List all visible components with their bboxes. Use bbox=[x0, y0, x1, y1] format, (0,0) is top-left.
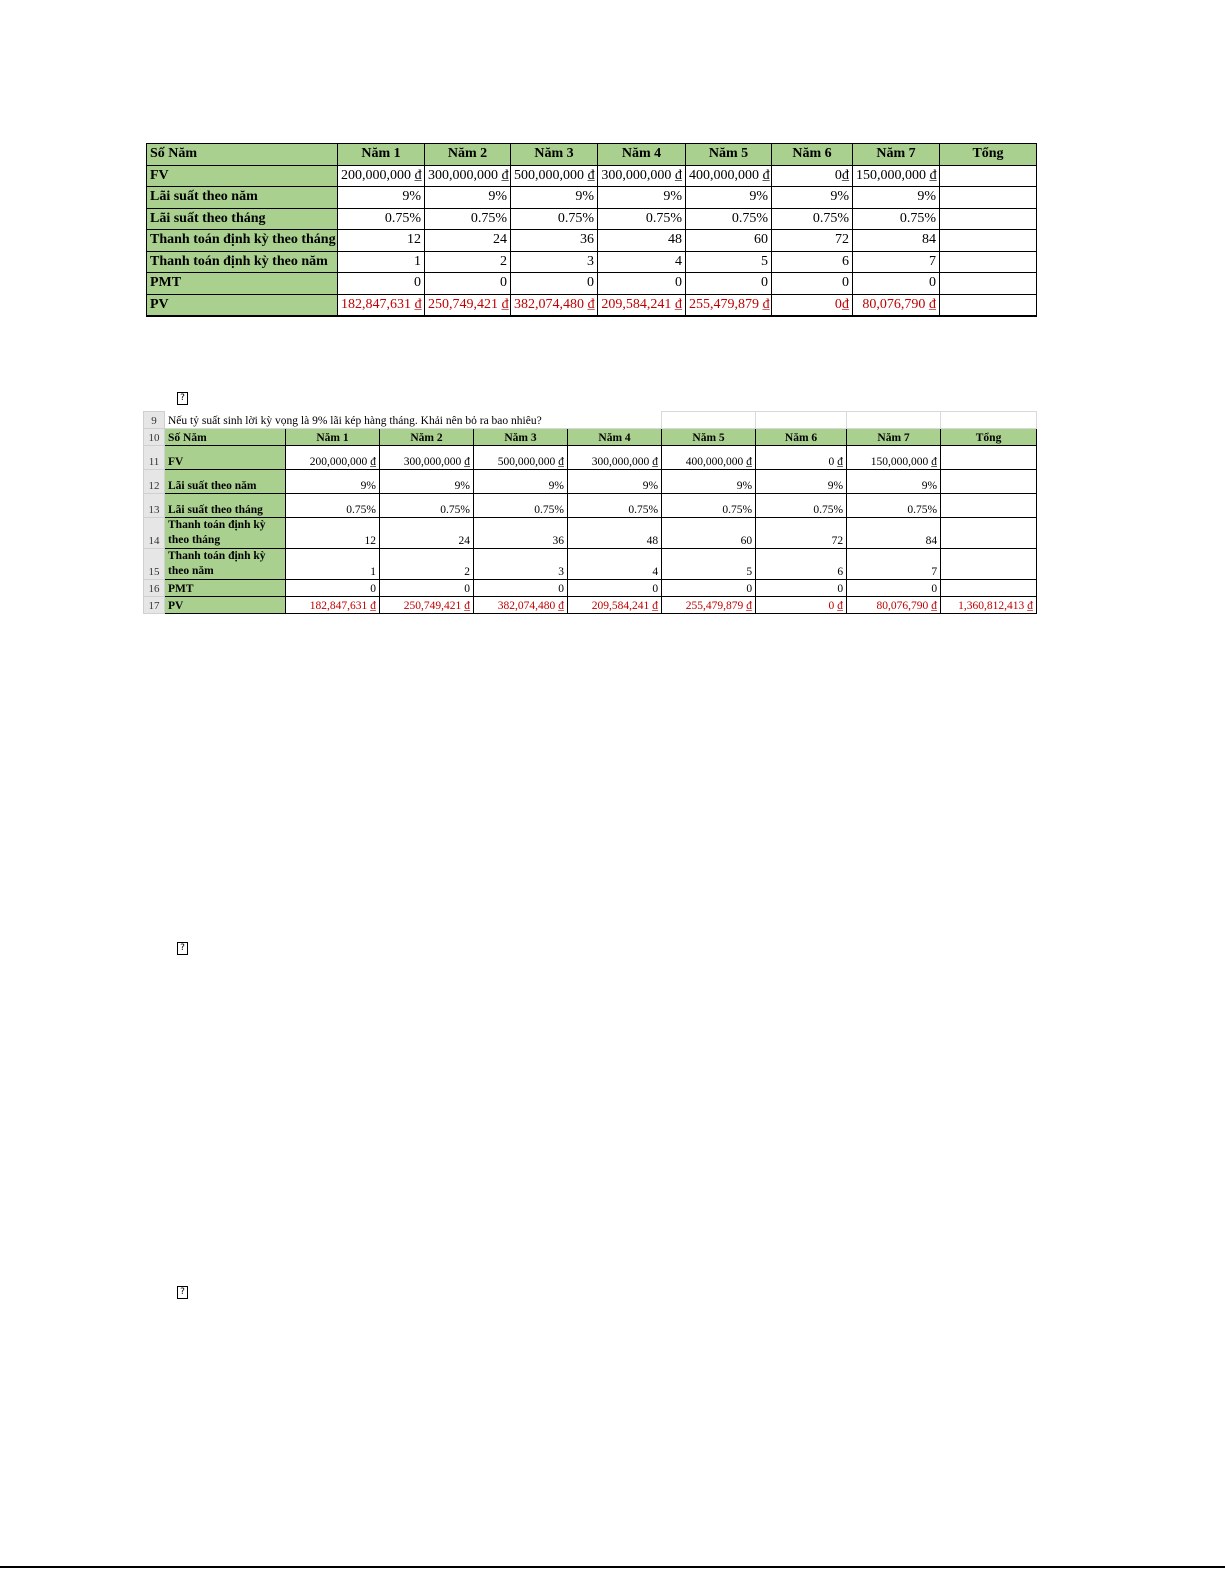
table-cell: 0 bbox=[511, 273, 598, 295]
table-cell bbox=[941, 549, 1037, 580]
table-cell: 48 bbox=[598, 230, 686, 252]
table-cell: 300,000,000 ₫ bbox=[425, 165, 511, 187]
table-cell: 36 bbox=[511, 230, 598, 252]
table-cell bbox=[941, 470, 1037, 494]
row-number: 14 bbox=[144, 518, 165, 549]
empty-cell bbox=[847, 412, 941, 429]
row-label: PMT bbox=[147, 273, 338, 295]
table-cell: 182,847,631 ₫ bbox=[338, 294, 425, 316]
missing-image-icon: ? bbox=[177, 1286, 188, 1299]
table-cell: 0 bbox=[474, 580, 568, 597]
table-cell: 382,074,480 ₫ bbox=[511, 294, 598, 316]
table-cell: 0 bbox=[286, 580, 380, 597]
table-cell: 5 bbox=[662, 549, 756, 580]
row-label: Thanh toán định kỳ theo năm bbox=[147, 251, 338, 273]
header-cell: Năm 4 bbox=[598, 144, 686, 166]
table-cell: 3 bbox=[511, 251, 598, 273]
header-cell: Tổng bbox=[941, 429, 1037, 446]
row-label: Lãi suất theo tháng bbox=[165, 494, 286, 518]
table-cell: 80,076,790 ₫ bbox=[847, 597, 941, 614]
table-cell: 0 bbox=[756, 580, 847, 597]
row-label: Lãi suất theo năm bbox=[147, 187, 338, 209]
header-cell: Năm 7 bbox=[853, 144, 940, 166]
table-cell: 0 bbox=[425, 273, 511, 295]
question-text: Nếu tỷ suất sinh lời kỳ vọng là 9% lãi kép hàng tháng. Khải nên bỏ ra bao nhiêu? bbox=[165, 412, 662, 429]
table-cell: 0 bbox=[598, 273, 686, 295]
table-cell: 209,584,241 ₫ bbox=[568, 597, 662, 614]
row-number: 9 bbox=[144, 412, 165, 429]
header-cell: Năm 1 bbox=[338, 144, 425, 166]
table-cell: 0.75% bbox=[756, 494, 847, 518]
table-cell: 0 bbox=[847, 580, 941, 597]
table-cell: 36 bbox=[474, 518, 568, 549]
table-cell: 0 bbox=[380, 580, 474, 597]
table-cell: 5 bbox=[686, 251, 772, 273]
header-cell: Tổng bbox=[940, 144, 1037, 166]
table-cell: 9% bbox=[756, 470, 847, 494]
table-cell: 9% bbox=[772, 187, 853, 209]
row-label: Lãi suất theo tháng bbox=[147, 208, 338, 230]
table-row bbox=[144, 446, 1037, 470]
table-cell: 255,479,879 ₫ bbox=[686, 294, 772, 316]
table-cell: 2 bbox=[380, 549, 474, 580]
table-cell: 0.75% bbox=[474, 494, 568, 518]
table-cell: 9% bbox=[847, 470, 941, 494]
header-cell: Năm 3 bbox=[474, 429, 568, 446]
table-row bbox=[147, 208, 1037, 230]
table-row bbox=[147, 230, 1037, 252]
table-cell: 6 bbox=[772, 251, 853, 273]
table-cell: 0.75% bbox=[286, 494, 380, 518]
table-cell: 0 ₫ bbox=[756, 597, 847, 614]
table-cell: 60 bbox=[662, 518, 756, 549]
table-cell bbox=[941, 580, 1037, 597]
table-cell: 12 bbox=[286, 518, 380, 549]
table-header-row bbox=[147, 144, 1037, 166]
header-cell: Năm 2 bbox=[425, 144, 511, 166]
table-cell: 255,479,879 ₫ bbox=[662, 597, 756, 614]
row-number: 17 bbox=[144, 597, 165, 614]
table-row bbox=[144, 518, 1037, 549]
table-cell: 0.75% bbox=[686, 208, 772, 230]
row-label: FV bbox=[165, 446, 286, 470]
header-cell: Năm 3 bbox=[511, 144, 598, 166]
table-cell bbox=[940, 165, 1037, 187]
table-cell: 0.75% bbox=[568, 494, 662, 518]
table-cell: 200,000,000 ₫ bbox=[338, 165, 425, 187]
table-cell: 48 bbox=[568, 518, 662, 549]
table-cell: 250,749,421 ₫ bbox=[380, 597, 474, 614]
table-cell: 0.75% bbox=[662, 494, 756, 518]
table-cell: 2 bbox=[425, 251, 511, 273]
table-cell: 400,000,000 ₫ bbox=[662, 446, 756, 470]
table-cell: 4 bbox=[598, 251, 686, 273]
table-cell: 0.75% bbox=[853, 208, 940, 230]
missing-image-icon: ? bbox=[177, 392, 188, 405]
table-cell: 9% bbox=[425, 187, 511, 209]
table-cell: 209,584,241 ₫ bbox=[598, 294, 686, 316]
table-cell: 1 bbox=[286, 549, 380, 580]
table-row bbox=[144, 549, 1037, 580]
table-cell: 0 bbox=[568, 580, 662, 597]
table-cell: 9% bbox=[686, 187, 772, 209]
table-cell: 9% bbox=[598, 187, 686, 209]
row-number: 12 bbox=[144, 470, 165, 494]
pv-spreadsheet-table bbox=[143, 411, 1037, 614]
table-cell: 0 bbox=[662, 580, 756, 597]
row-number: 11 bbox=[144, 446, 165, 470]
table-cell: 0₫ bbox=[772, 294, 853, 316]
row-label: Lãi suất theo năm bbox=[165, 470, 286, 494]
table-cell: 9% bbox=[286, 470, 380, 494]
header-cell: Số Năm bbox=[165, 429, 286, 446]
table-cell: 9% bbox=[662, 470, 756, 494]
table-cell bbox=[941, 494, 1037, 518]
table-row bbox=[144, 597, 1037, 614]
table-cell: 0.75% bbox=[338, 208, 425, 230]
empty-cell bbox=[662, 412, 756, 429]
table-cell: 9% bbox=[568, 470, 662, 494]
row-number: 16 bbox=[144, 580, 165, 597]
header-cell: Năm 2 bbox=[380, 429, 474, 446]
table-row bbox=[147, 187, 1037, 209]
table-row bbox=[147, 251, 1037, 273]
table-cell: 0.75% bbox=[425, 208, 511, 230]
table-cell bbox=[940, 251, 1037, 273]
table-cell: 0 ₫ bbox=[756, 446, 847, 470]
table-cell: 500,000,000 ₫ bbox=[474, 446, 568, 470]
header-cell: Năm 7 bbox=[847, 429, 941, 446]
table-cell: 80,076,790 ₫ bbox=[853, 294, 940, 316]
header-cell: Năm 5 bbox=[686, 144, 772, 166]
table-cell: 84 bbox=[847, 518, 941, 549]
table-cell: 300,000,000 ₫ bbox=[598, 165, 686, 187]
table-cell: 0₫ bbox=[772, 165, 853, 187]
table-cell: 60 bbox=[686, 230, 772, 252]
row-number: 10 bbox=[144, 429, 165, 446]
total-cell: 1,360,812,413 ₫ bbox=[941, 597, 1037, 614]
row-label: PV bbox=[147, 294, 338, 316]
header-cell: Năm 6 bbox=[772, 144, 853, 166]
table-row bbox=[147, 165, 1037, 187]
table-cell: 0.75% bbox=[847, 494, 941, 518]
table-cell: 72 bbox=[756, 518, 847, 549]
header-cell: Năm 1 bbox=[286, 429, 380, 446]
table-cell: 24 bbox=[380, 518, 474, 549]
missing-image-icon: ? bbox=[177, 942, 188, 955]
table-cell: 0.75% bbox=[511, 208, 598, 230]
table-cell bbox=[940, 273, 1037, 295]
table-cell: 300,000,000 ₫ bbox=[380, 446, 474, 470]
table-row bbox=[147, 294, 1037, 316]
table-row bbox=[144, 470, 1037, 494]
table-cell bbox=[940, 230, 1037, 252]
table-cell: 1 bbox=[338, 251, 425, 273]
empty-cell bbox=[756, 412, 847, 429]
table-cell bbox=[940, 187, 1037, 209]
table-cell: 9% bbox=[853, 187, 940, 209]
table-cell: 300,000,000 ₫ bbox=[568, 446, 662, 470]
header-cell: Năm 5 bbox=[662, 429, 756, 446]
table-cell: 150,000,000 ₫ bbox=[853, 165, 940, 187]
table-cell: 150,000,000 ₫ bbox=[847, 446, 941, 470]
table-cell: 84 bbox=[853, 230, 940, 252]
header-cell: Năm 4 bbox=[568, 429, 662, 446]
table-row bbox=[144, 494, 1037, 518]
table-header-row bbox=[144, 429, 1037, 446]
page-bottom-rule bbox=[0, 1566, 1225, 1568]
table-cell: 0.75% bbox=[380, 494, 474, 518]
table-cell: 0 bbox=[338, 273, 425, 295]
table-cell: 6 bbox=[756, 549, 847, 580]
table-cell: 0.75% bbox=[772, 208, 853, 230]
table-cell: 72 bbox=[772, 230, 853, 252]
table-cell: 9% bbox=[338, 187, 425, 209]
table-cell bbox=[940, 208, 1037, 230]
row-label: Thanh toán định kỳ theo tháng bbox=[165, 518, 286, 549]
table-cell: 3 bbox=[474, 549, 568, 580]
row-number: 15 bbox=[144, 549, 165, 580]
header-cell: Năm 6 bbox=[756, 429, 847, 446]
table-cell bbox=[941, 446, 1037, 470]
table-cell: 250,749,421 ₫ bbox=[425, 294, 511, 316]
table-cell: 182,847,631 ₫ bbox=[286, 597, 380, 614]
table-cell: 24 bbox=[425, 230, 511, 252]
table-cell: 7 bbox=[853, 251, 940, 273]
table-cell: 0 bbox=[853, 273, 940, 295]
table-row bbox=[144, 580, 1037, 597]
row-number: 13 bbox=[144, 494, 165, 518]
table-cell: 9% bbox=[474, 470, 568, 494]
table-cell: 9% bbox=[380, 470, 474, 494]
table-cell: 200,000,000 ₫ bbox=[286, 446, 380, 470]
row-label: Thanh toán định kỳ theo tháng bbox=[147, 230, 338, 252]
table-cell: 0 bbox=[772, 273, 853, 295]
header-cell: Số Năm bbox=[147, 144, 338, 166]
table-cell bbox=[940, 294, 1037, 316]
table-cell: 400,000,000 ₫ bbox=[686, 165, 772, 187]
table-cell: 7 bbox=[847, 549, 941, 580]
title-row bbox=[144, 412, 1037, 429]
row-label: Thanh toán định kỳ theo năm bbox=[165, 549, 286, 580]
table-cell: 0 bbox=[686, 273, 772, 295]
table-cell: 12 bbox=[338, 230, 425, 252]
table-cell bbox=[941, 518, 1037, 549]
table-cell: 382,074,480 ₫ bbox=[474, 597, 568, 614]
pv-table-1 bbox=[146, 143, 1037, 317]
table-row bbox=[147, 273, 1037, 295]
table-cell: 9% bbox=[511, 187, 598, 209]
row-label: FV bbox=[147, 165, 338, 187]
row-label: PV bbox=[165, 597, 286, 614]
table-cell: 500,000,000 ₫ bbox=[511, 165, 598, 187]
row-label: PMT bbox=[165, 580, 286, 597]
empty-cell bbox=[941, 412, 1037, 429]
table-cell: 4 bbox=[568, 549, 662, 580]
table-cell: 0.75% bbox=[598, 208, 686, 230]
